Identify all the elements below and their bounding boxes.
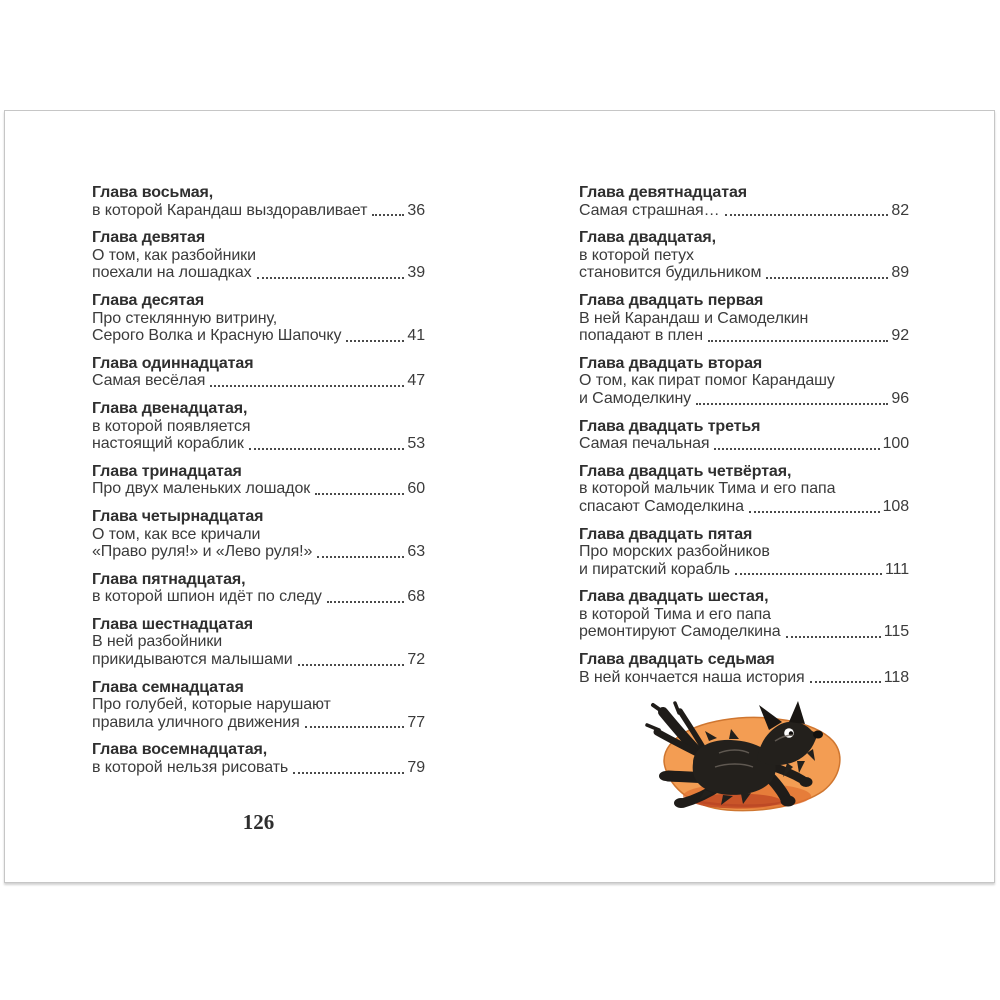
chapter-title: Глава одиннадцатая: [92, 354, 254, 372]
chapter-subtitle-line: О том, как все кричали: [92, 525, 261, 543]
dot-leader: [257, 277, 405, 279]
chapter-subtitle: поехали на лошадках: [92, 264, 252, 282]
chapter-subtitle: попадают в плен: [579, 327, 703, 345]
chapter-subtitle: настоящий кораблик: [92, 435, 244, 453]
chapter-page-number: 89: [891, 264, 909, 282]
dot-leader: [210, 385, 404, 387]
dot-leader: [810, 681, 881, 683]
chapter-page-number: 36: [407, 201, 425, 219]
toc-entry: [92, 616, 425, 669]
chapter-subtitle: В ней кончается наша история: [579, 668, 805, 686]
chapter-page-number: 41: [407, 327, 425, 345]
chapter-subtitle-line: [92, 202, 425, 220]
running-dog-illustration: [635, 697, 855, 827]
toc-entry: [92, 571, 425, 606]
chapter-subtitle-line: [579, 623, 909, 641]
chapter-page-number: 47: [407, 372, 425, 390]
chapter-page-number: 60: [407, 480, 425, 498]
dot-leader: [317, 556, 404, 558]
chapter-page-number: 63: [407, 543, 425, 561]
chapter-subtitle-line: [92, 327, 425, 345]
chapter-page-number: 79: [407, 759, 425, 777]
chapter-subtitle-line: [92, 714, 425, 732]
toc-entry: [579, 526, 909, 579]
dot-leader: [327, 601, 405, 603]
chapter-title: Глава восьмая,: [92, 184, 214, 201]
toc-entry: [579, 588, 909, 641]
toc-entry: [92, 679, 425, 732]
chapter-page-number: 96: [891, 389, 909, 407]
chapter-page-number: 72: [407, 651, 425, 669]
chapter-subtitle-line: [92, 651, 425, 669]
chapter-subtitle-line: [92, 264, 425, 282]
chapter-subtitle: Серого Волка и Красную Шапочку: [92, 327, 342, 345]
toc-column-left: [92, 184, 425, 787]
chapter-subtitle-line: [579, 390, 909, 408]
chapter-page-number: 108: [882, 497, 909, 515]
chapter-subtitle: и Самоделкину: [579, 389, 692, 407]
dot-leader: [735, 573, 882, 575]
chapter-title: Глава двадцать шестая,: [579, 588, 769, 606]
chapter-title: Глава двадцать седьмая: [579, 651, 775, 669]
chapter-title: Глава восемнадцатая,: [92, 741, 268, 759]
chapter-subtitle: Самая печальная: [579, 435, 710, 453]
chapter-title: Глава двадцать третья: [579, 417, 761, 435]
toc-entry: [92, 508, 425, 561]
chapter-subtitle-line: в которой Тима и его папа: [579, 605, 771, 623]
chapter-subtitle-line: Про стеклянную витрину,: [92, 309, 278, 327]
chapter-subtitle-line: [579, 561, 909, 579]
chapter-title: Глава двадцать пятая: [579, 525, 753, 543]
toc-entry: [579, 651, 909, 686]
page-number-folio: 126: [242, 810, 275, 834]
chapter-page-number: 39: [407, 264, 425, 282]
chapter-title: Глава девятнадцатая: [579, 184, 747, 201]
chapter-title: Глава двенадцатая,: [92, 399, 248, 417]
toc-entry: [579, 292, 909, 345]
chapter-subtitle: в которой шпион идёт по следу: [92, 588, 322, 606]
chapter-subtitle: становится будильником: [579, 264, 762, 282]
chapter-subtitle: в которой нельзя рисовать: [92, 759, 289, 777]
book-page-image[interactable]: [4, 110, 995, 883]
dot-leader: [293, 772, 404, 774]
chapter-subtitle-line: [92, 759, 425, 777]
chapter-title: Глава пятнадцатая,: [92, 570, 246, 588]
chapter-page-number: 118: [883, 668, 909, 686]
chapter-subtitle: Самая страшная…: [579, 201, 720, 219]
toc-entry: [579, 229, 909, 282]
toc-entry: [92, 292, 425, 345]
dot-leader: [766, 277, 888, 279]
chapter-subtitle: Про двух маленьких лошадок: [92, 480, 311, 498]
chapter-subtitle-line: О том, как разбойники: [92, 246, 256, 264]
toc-entry: [92, 355, 425, 390]
toc-entry: [579, 355, 909, 408]
chapter-subtitle: прикидываются малышами: [92, 651, 293, 669]
dot-leader: [298, 664, 405, 666]
toc-entry: [92, 229, 425, 282]
chapter-subtitle-line: [92, 480, 425, 498]
dot-leader: [749, 511, 880, 513]
chapter-subtitle-line: [579, 669, 909, 687]
chapter-subtitle-line: В ней разбойники: [92, 633, 223, 651]
dot-leader: [346, 340, 404, 342]
dot-leader: [786, 636, 881, 638]
dog-ear-right: [789, 701, 805, 724]
chapter-subtitle-line: О том, как пират помог Карандашу: [579, 372, 835, 390]
chapter-subtitle-line: в которой петух: [579, 246, 694, 264]
toc-entry: [92, 463, 425, 498]
chapter-title: Глава тринадцатая: [92, 462, 242, 480]
dog-nose: [813, 731, 823, 739]
chapter-subtitle: в которой Карандаш выздоравливает: [92, 201, 368, 219]
toc-entry: [579, 463, 909, 516]
chapter-subtitle-line: [92, 372, 425, 390]
chapter-subtitle-line: В ней Карандаш и Самоделкин: [579, 309, 809, 327]
chapter-subtitle-line: Про морских разбойников: [579, 543, 770, 561]
chapter-subtitle: «Право руля!» и «Лево руля!»: [92, 543, 313, 561]
chapter-subtitle: и пиратский корабль: [579, 560, 730, 578]
dot-leader: [305, 726, 405, 728]
dot-leader: [372, 214, 404, 216]
chapter-title: Глава двадцать вторая: [579, 354, 763, 372]
chapter-subtitle-line: [579, 498, 909, 516]
chapter-title: Глава двадцать первая: [579, 291, 764, 309]
toc-entry: [92, 400, 425, 453]
chapter-title: Глава двадцатая,: [579, 229, 716, 247]
chapter-subtitle-line: [579, 435, 909, 453]
chapter-title: Глава семнадцатая: [92, 678, 244, 696]
chapter-page-number: 77: [407, 713, 425, 731]
toc-entry: [92, 741, 425, 776]
chapter-subtitle-line: [579, 202, 909, 220]
toc-entry: [92, 184, 425, 219]
chapter-subtitle-line: Про голубей, которые нарушают: [92, 696, 331, 714]
chapter-subtitle-line: в которой появляется: [92, 417, 251, 435]
chapter-title: Глава девятая: [92, 229, 206, 247]
chapter-title: Глава десятая: [92, 291, 205, 309]
chapter-page-number: 92: [891, 327, 909, 345]
dot-leader: [315, 493, 404, 495]
chapter-subtitle-line: [579, 264, 909, 282]
chapter-subtitle: правила уличного движения: [92, 713, 300, 731]
chapter-page-number: 111: [884, 560, 909, 578]
chapter-page-number: 53: [407, 435, 425, 453]
dot-leader: [249, 448, 405, 450]
dot-leader: [708, 340, 888, 342]
chapter-subtitle-line: [92, 435, 425, 453]
chapter-title: Глава четырнадцатая: [92, 507, 264, 525]
chapter-subtitle: спасают Самоделкина: [579, 497, 744, 515]
chapter-subtitle: Самая весёлая: [92, 372, 206, 390]
chapter-subtitle: ремонтируют Самоделкина: [579, 623, 781, 641]
chapter-subtitle-line: в которой мальчик Тима и его папа: [579, 480, 836, 498]
toc-entry: [579, 184, 909, 219]
chapter-page-number: 115: [883, 623, 909, 641]
chapter-subtitle-line: [579, 327, 909, 345]
toc-column-right: [579, 184, 909, 696]
chapter-title: Глава двадцать четвёртая,: [579, 462, 792, 480]
chapter-subtitle-line: [92, 588, 425, 606]
dot-leader: [696, 403, 888, 405]
chapter-subtitle-line: [92, 543, 425, 561]
chapter-page-number: 82: [891, 201, 909, 219]
chapter-page-number: 100: [882, 435, 909, 453]
toc-entry: [579, 418, 909, 453]
dot-leader: [725, 214, 889, 216]
chapter-page-number: 68: [407, 588, 425, 606]
dot-leader: [714, 448, 879, 450]
chapter-title: Глава шестнадцатая: [92, 615, 253, 633]
